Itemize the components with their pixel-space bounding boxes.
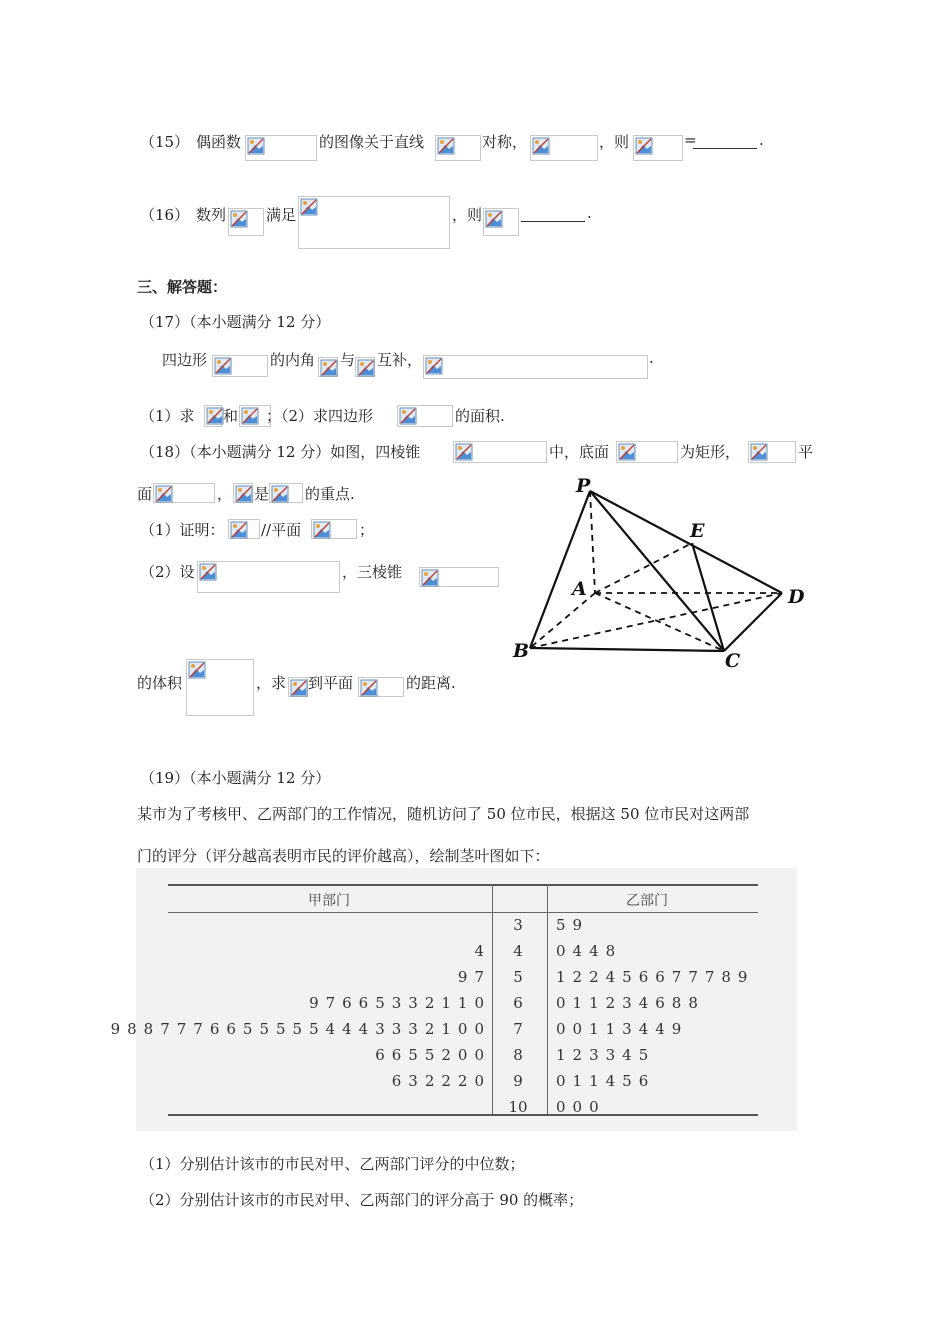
edge-bc: [530, 648, 724, 651]
edge-pb: [530, 491, 590, 648]
formula-image-placeholder: [318, 357, 338, 377]
edge-pc: [590, 491, 724, 651]
broken-image-icon: [421, 569, 439, 587]
leaf-right: 5 9: [556, 916, 585, 934]
q18-header: （18）（本小题满分 12 分）如图，四棱锥: [140, 443, 421, 461]
formula-image-placeholder: [233, 483, 253, 503]
q19-part1: （1）分别估计该市的市民对甲、乙两部门评分的中位数；: [140, 1155, 525, 1173]
formula-image-placeholder: [269, 483, 303, 503]
answer-blank: [693, 147, 757, 149]
edge-pa: [590, 491, 595, 593]
broken-image-icon: [618, 443, 636, 461]
formula-image-placeholder: [186, 659, 254, 716]
q17-text-quadrilateral: 四边形: [162, 351, 208, 369]
q18-text-base: 中，底面: [549, 443, 610, 461]
broken-image-icon: [247, 137, 265, 155]
broken-image-icon: [206, 407, 224, 425]
q18-text-parallel-plane: //平面: [261, 521, 302, 539]
pyramid-figure: [510, 475, 810, 670]
leaf-right: 1 2 3 3 4 5: [556, 1046, 651, 1064]
stem-right-line: [547, 885, 548, 1114]
broken-image-icon: [532, 137, 550, 155]
q19-header: （19）（本小题满分 12 分）: [140, 769, 331, 787]
q16-text-satisfies: 满足: [266, 206, 297, 224]
edge-pd: [590, 491, 782, 593]
q15-equals: =: [684, 131, 697, 149]
q19-body-line2: 门的评分（评分越高表明市民的评价越高），绘制茎叶图如下：: [137, 847, 550, 865]
formula-image-placeholder: [435, 135, 481, 161]
section-title: 三、解答题：: [137, 278, 228, 296]
broken-image-icon: [437, 137, 455, 155]
broken-image-icon: [635, 137, 653, 155]
broken-image-icon: [313, 521, 331, 539]
formula-image-placeholder: [397, 405, 453, 427]
q16-text-sequence: 数列: [196, 206, 227, 224]
leaf-left: 6 3 2 2 2 0: [391, 1072, 486, 1090]
broken-image-icon: [399, 407, 417, 425]
q15-period: .: [759, 131, 764, 149]
broken-image-icon: [357, 359, 375, 377]
formula-image-placeholder: [616, 441, 678, 463]
leaf-left: 6 6 5 5 2 0 0: [375, 1046, 486, 1064]
q18-text-rectangle: 为矩形，: [680, 443, 741, 461]
formula-image-placeholder: [153, 483, 215, 503]
broken-image-icon: [320, 359, 338, 377]
formula-image-placeholder: [355, 357, 375, 377]
broken-image-icon: [271, 485, 289, 503]
formula-image-placeholder: [483, 208, 519, 236]
broken-image-icon: [300, 198, 318, 216]
q18-text-volume: 的体积: [137, 674, 183, 692]
leaf-right: 0 1 1 2 3 4 6 8 8: [556, 994, 700, 1012]
broken-image-icon: [425, 357, 443, 375]
broken-image-icon: [235, 485, 253, 503]
label-d: D: [788, 586, 805, 608]
edge-cd: [724, 593, 782, 651]
leaf-left: 9 7: [457, 968, 486, 986]
right-dept-header: 乙部门: [626, 893, 668, 909]
q18-text-distance: 的距离.: [406, 674, 456, 692]
label-a: A: [572, 578, 587, 600]
q17-header: （17）（本小题满分 12 分）: [140, 313, 331, 331]
q15-text-even-function: 偶函数: [196, 133, 242, 151]
label-p: P: [576, 475, 591, 497]
stem-leaf-plot: [110, 868, 797, 1131]
q17-part2-area: 的面积.: [455, 407, 505, 425]
q18-text-pyramid: ，三棱锥: [342, 563, 403, 581]
leaf-left: 4: [474, 942, 486, 960]
stem-value: 5: [513, 968, 523, 986]
q18-text-is: 是: [254, 485, 270, 503]
formula-image-placeholder: [530, 135, 598, 161]
leaf-right: 0 0 1 1 3 4 4 9: [556, 1020, 684, 1038]
broken-image-icon: [199, 563, 217, 581]
q15-text-then: ，则: [599, 133, 630, 151]
broken-image-icon: [290, 679, 308, 697]
leaf-right: 0 0 0: [556, 1098, 601, 1116]
formula-image-placeholder: [288, 677, 308, 697]
q18-part2-let: （2）设: [140, 563, 195, 581]
formula-image-placeholder: [204, 405, 222, 427]
formula-image-placeholder: [423, 355, 648, 379]
edge-ae: [595, 543, 692, 593]
q18-text-plane-end: 面: [137, 485, 153, 503]
broken-image-icon: [155, 485, 173, 503]
broken-image-icon: [214, 357, 232, 375]
q16-number: （16）: [140, 206, 190, 224]
leaf-right: 0 1 1 4 5 6: [556, 1072, 651, 1090]
formula-image-placeholder: [358, 677, 404, 697]
broken-image-icon: [455, 443, 473, 461]
label-c: C: [725, 650, 741, 670]
stem-value: 3: [513, 916, 523, 934]
table-bottom-rule: [168, 1114, 758, 1116]
q16-text-then: ，则: [452, 206, 483, 224]
table-top-rule: [168, 884, 758, 886]
broken-image-icon: [230, 210, 248, 228]
leaf-right: 1 2 2 4 5 6 6 7 7 7 8 9: [556, 968, 750, 986]
formula-image-placeholder: [228, 519, 260, 539]
formula-image-placeholder: [245, 135, 317, 161]
q15-text-symmetric: 对称，: [482, 133, 528, 151]
q17-text-supplementary: 互补，: [377, 351, 423, 369]
stem-value: 6: [513, 994, 523, 1012]
broken-image-icon: [230, 521, 248, 539]
leaf-right: 0 4 4 8: [556, 942, 618, 960]
formula-image-placeholder: [311, 519, 357, 539]
edge-ac: [595, 593, 724, 651]
q18-text-find: ，求: [256, 674, 287, 692]
stem-value: 7: [513, 1020, 523, 1038]
q18-comma: ，: [217, 485, 233, 503]
label-e: E: [690, 520, 705, 542]
leaf-left: 9 8 8 7 7 7 6 6 5 5 5 5 5 4 4 4 3 3 3 2 1 0 0: [110, 1020, 486, 1038]
q18-semicolon: ；: [359, 521, 375, 539]
q17-period: .: [649, 349, 654, 367]
q17-text-interior-angle: 的内角: [270, 351, 316, 369]
q18-text-plane-start: 平: [798, 443, 814, 461]
stem-value: 8: [513, 1046, 523, 1064]
formula-image-placeholder: [228, 208, 264, 236]
broken-image-icon: [360, 679, 378, 697]
q15-text-graph-symmetric: 的图像关于直线: [319, 133, 425, 151]
formula-image-placeholder: [419, 567, 499, 587]
stem-value: 10: [508, 1098, 528, 1116]
leaf-left: 9 7 6 6 5 3 3 2 1 1 0: [309, 994, 486, 1012]
broken-image-icon: [750, 443, 768, 461]
table-header-rule: [168, 912, 758, 913]
q16-period: .: [587, 204, 592, 222]
left-dept-header: 甲部门: [308, 893, 350, 909]
q17-part2-text: ；（2）求四边形: [266, 407, 374, 425]
q17-part1-and: 和: [223, 407, 239, 425]
q18-text-to-plane: 到平面: [308, 674, 354, 692]
broken-image-icon: [241, 407, 259, 425]
q18-text-midpoint: 的重点.: [305, 485, 355, 503]
q17-text-and: 与: [340, 351, 356, 369]
formula-image-placeholder: [633, 135, 683, 161]
stem-value: 4: [513, 942, 523, 960]
broken-image-icon: [188, 661, 206, 679]
formula-image-placeholder: [748, 441, 796, 463]
q19-body-line1: 某市为了考核甲、乙两部门的工作情况，随机访问了 50 位市民，根据这 50 位市民对这两部: [137, 805, 750, 823]
q18-part1-prove: （1）证明：: [140, 521, 225, 539]
formula-image-placeholder: [298, 196, 450, 249]
formula-image-placeholder: [212, 355, 268, 377]
q17-part1-find: （1）求: [140, 407, 195, 425]
formula-image-placeholder: [197, 561, 340, 593]
label-b: B: [513, 640, 530, 662]
stem-value: 9: [513, 1072, 523, 1090]
answer-blank: [521, 220, 585, 222]
broken-image-icon: [485, 210, 503, 228]
q19-part2: （2）分别估计该市的市民对甲、乙两部门的评分高于 90 的概率；: [140, 1191, 584, 1209]
formula-image-placeholder: [453, 441, 547, 463]
q15-number: （15）: [140, 133, 190, 151]
